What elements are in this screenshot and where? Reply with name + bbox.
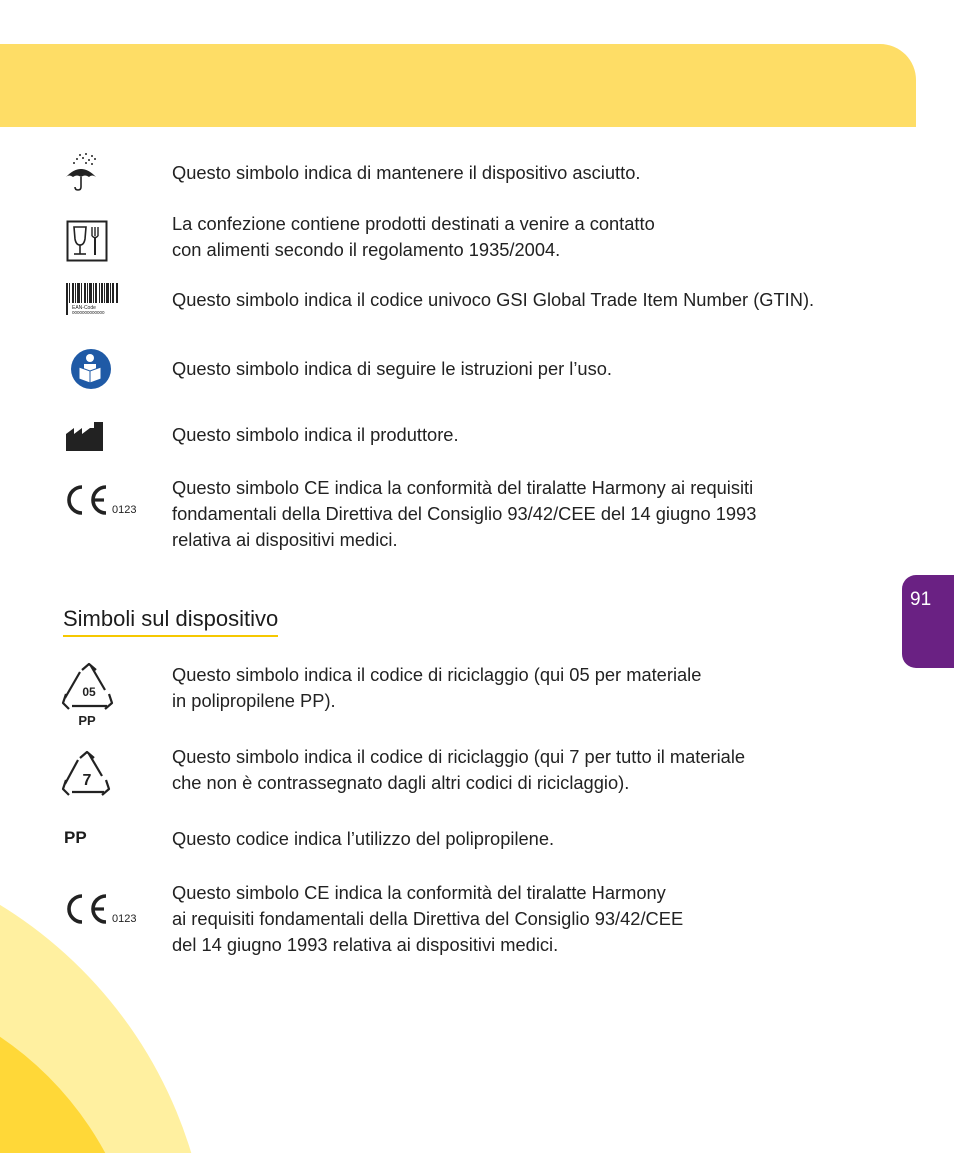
ce-mark-icon xyxy=(64,484,144,518)
symbol-desc-gtin: Questo simbolo indica il codice univoco GSI Global Trade Item Number (GTIN). xyxy=(172,289,815,310)
barcode-label: EAN-Code xyxy=(72,305,96,311)
header-band xyxy=(0,44,916,127)
symbol-desc-manufacturer: Questo simbolo indica il produttore. xyxy=(172,424,459,445)
symbol-desc-recycle-7: Questo simbolo indica il codice di riciclaggio (qui 7 per tutto il materiale che non è contrassegnato dagli altri codici di riciclaggio). xyxy=(172,746,746,793)
recycle-label: PP xyxy=(78,713,96,728)
food-contact-icon xyxy=(66,220,108,262)
page-number: 91 xyxy=(910,589,932,610)
symbol-desc-ce-device: Questo simbolo CE indica la conformità del tiralatte Harmony ai requisiti fondamentali della Direttiva del Consiglio 93/42/CEE del 14 giugno 1993 relativa ai dispositivi medici. xyxy=(172,882,684,955)
recycle-number: 7 xyxy=(82,772,92,789)
ce-mark-icon xyxy=(64,893,144,927)
instructions-icon xyxy=(70,348,112,390)
section-title: Simboli sul dispositivo xyxy=(63,606,278,637)
recycle-7-icon xyxy=(60,750,114,800)
barcode-icon xyxy=(64,282,120,315)
umbrella-icon xyxy=(64,152,100,192)
symbol-desc-pp: Questo codice indica l’utilizzo del polipropilene. xyxy=(172,828,555,849)
recycle-number: 05 xyxy=(82,685,96,699)
symbol-desc-recycle-05: Questo simbolo indica il codice di riciclaggio (qui 05 per materiale in polipropilene PP). xyxy=(172,664,702,711)
manufacturer-icon xyxy=(65,420,105,452)
ce-number: 0123 xyxy=(112,504,137,516)
barcode-digits: 0000000000000 xyxy=(72,310,105,315)
symbol-desc-dry: Questo simbolo indica di mantenere il dispositivo asciutto. xyxy=(172,162,641,183)
symbol-desc-food: La confezione contiene prodotti destinati a venire a contatto con alimenti secondo il regolamento 1935/2004. xyxy=(172,213,655,260)
symbol-desc-instructions: Questo simbolo indica di seguire le istruzioni per l’uso. xyxy=(172,358,612,379)
ce-number: 0123 xyxy=(112,913,137,925)
pp-code: PP xyxy=(64,828,87,847)
symbol-desc-ce: Questo simbolo CE indica la conformità del tiralatte Harmony ai requisiti fondamentali della Direttiva del Consiglio 93/42/CEE del 14 giugno 1993 relativa ai dispositivi medici. xyxy=(172,477,757,550)
recycle-05-icon xyxy=(60,662,118,730)
